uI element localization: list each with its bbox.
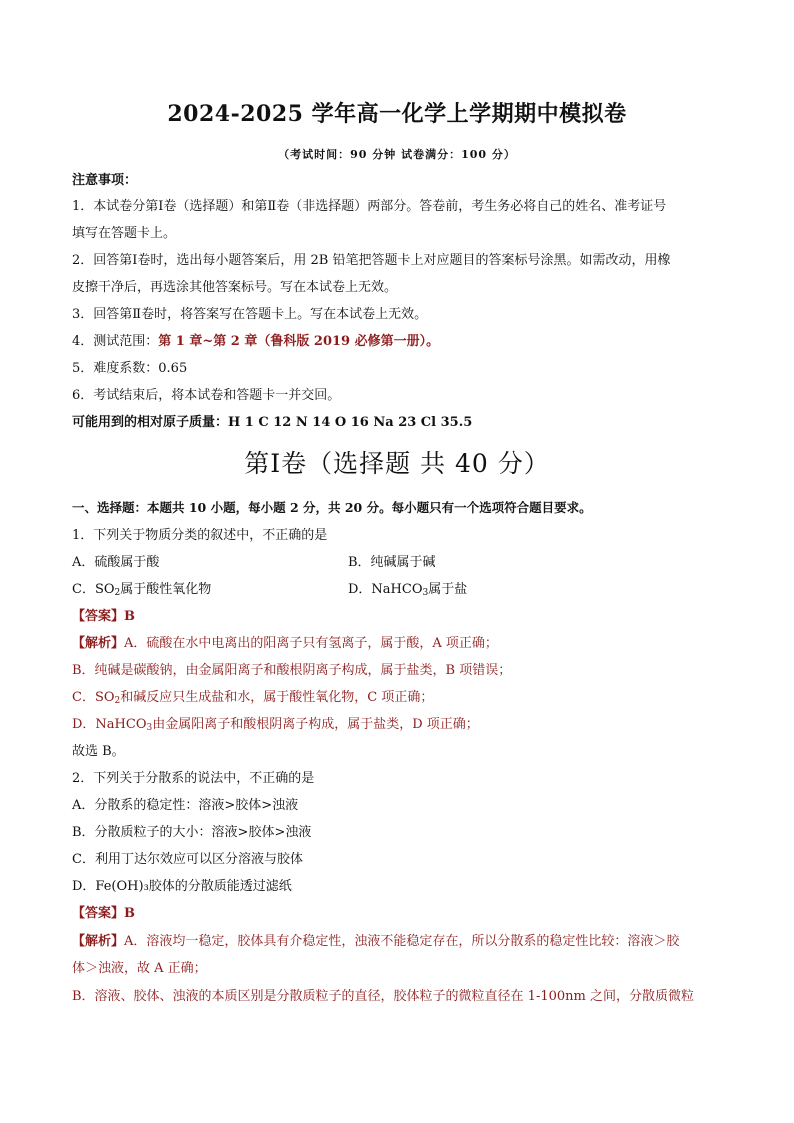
q1-stem: 1．下列关于物质分类的叙述中，不正确的是 xyxy=(72,528,328,543)
q1-option-d xyxy=(348,581,467,599)
q1-option-c-pre: C．SO xyxy=(72,582,115,597)
q1-answer: 【答案】B xyxy=(72,609,135,624)
q1-analysis-a-text: A．硫酸在水中电离出的阳离子只有氢离子，属于酸，A 项正确； xyxy=(124,636,498,651)
q1-analysis-d-pre: D．NaHCO xyxy=(72,717,147,732)
q1-analysis-c xyxy=(72,689,433,707)
q2-analysis-b: B．溶液、胶体、浊液的本质区别是分散质粒子的直径，胶体粒子的微粒直径在 1-100nm 之间，分散质微粒 xyxy=(72,989,694,1004)
q2-analysis-a1-text: A．溶液均一稳定，胶体具有介稳定性，浊液不能稳定存在，所以分散系的稳定性比较：溶液＞胶 xyxy=(124,934,680,949)
test-scope: 第 1 章~第 2 章（鲁科版 2019 必修第一册）。 xyxy=(158,334,440,349)
notice-heading: 注意事项： xyxy=(72,173,138,188)
atomic-mass-line: 可能用到的相对原子质量：H 1 C 12 N 14 O 16 Na 23 Cl 35.5 xyxy=(72,415,473,430)
notice-item-1a: 1．本试卷分第Ⅰ卷（选择题）和第Ⅱ卷（非选择题）两部分。答卷前，考生务必将自己的姓名、准考证号 xyxy=(72,199,667,214)
notice-item-3: 3．回答第Ⅱ卷时，将答案写在答题卡上。写在本试卷上无效。 xyxy=(72,307,428,322)
q1-option-d-post: 属于盐 xyxy=(428,582,468,597)
q1-analysis-d xyxy=(72,716,479,734)
q1-option-a: A．硫酸属于酸 xyxy=(72,555,160,570)
notice-item-4-prefix: 4．测试范围： xyxy=(72,334,159,349)
q1-option-d-pre: D．NaHCO xyxy=(348,582,423,597)
q1-analysis-c-pre: C．SO xyxy=(72,690,115,705)
q1-conclusion: 故选 B。 xyxy=(72,744,125,759)
q1-option-b: B．纯碱属于碱 xyxy=(348,555,436,570)
q2-option-c: C．利用丁达尔效应可以区分溶液与胶体 xyxy=(72,852,303,867)
notice-item-5: 5．难度系数：0.65 xyxy=(72,361,188,376)
q1-analysis-c-sub: 2 xyxy=(114,696,121,706)
q1-analysis-d-sub: 3 xyxy=(146,723,153,733)
q1-analysis-tag: 【解析】 xyxy=(72,636,125,651)
notice-item-1b: 填写在答题卡上。 xyxy=(72,226,177,241)
exam-subtitle: （考试时间：90 分钟 试卷满分：100 分） xyxy=(278,148,516,161)
q2-analysis-tag: 【解析】 xyxy=(72,934,125,949)
q2-option-a: A．分散系的稳定性：溶液>胶体>浊液 xyxy=(72,798,299,813)
q2-analysis-a2: 体＞浊液，故 A 正确； xyxy=(72,961,207,976)
q1-option-c-sub: 2 xyxy=(114,588,121,598)
notice-item-4 xyxy=(72,333,439,351)
q2-answer: 【答案】B xyxy=(72,906,135,921)
q2-option-b: B．分散质粒子的大小：溶液>胶体>浊液 xyxy=(72,825,312,840)
notice-item-6: 6．考试结束后，将本试卷和答题卡一并交回。 xyxy=(72,388,341,403)
q1-option-c-post: 属于酸性氧化物 xyxy=(120,582,212,597)
q1-analysis-c-post: 和碱反应只生成盐和水，属于酸性氧化物，C 项正确； xyxy=(120,690,434,705)
section-instructions: 一、选择题：本题共 10 小题，每小题 2 分，共 20 分。每小题只有一个选项符合题目要求。 xyxy=(72,500,592,515)
notice-item-2a: 2．回答第Ⅰ卷时，选出每小题答案后，用 2B 铅笔把答题卡上对应题目的答案标号涂黑。如需改动，用橡 xyxy=(72,253,671,268)
q2-option-d: D．Fe(OH)₃胶体的分散质能透过滤纸 xyxy=(72,879,292,894)
q1-analysis-b: B．纯碱是碳酸钠，由金属阳离子和酸根阴离子构成，属于盐类，B 项错误； xyxy=(72,663,512,678)
q1-option-c xyxy=(72,581,211,599)
section-title: 第Ⅰ卷（选择题 共 40 分） xyxy=(244,449,550,478)
q1-option-d-sub: 3 xyxy=(422,588,429,598)
notice-item-2b: 皮擦干净后，再选涂其他答案标号。写在本试卷上无效。 xyxy=(72,280,398,295)
q2-stem: 2．下列关于分散系的说法中，不正确的是 xyxy=(72,771,315,786)
q1-analysis-a xyxy=(72,635,498,653)
q2-analysis-a1 xyxy=(72,933,679,951)
exam-title: 2024-2025 学年高一化学上学期期中模拟卷 xyxy=(167,101,627,127)
q1-analysis-d-post: 由金属阳离子和酸根阴离子构成，属于盐类，D 项正确； xyxy=(152,717,479,732)
